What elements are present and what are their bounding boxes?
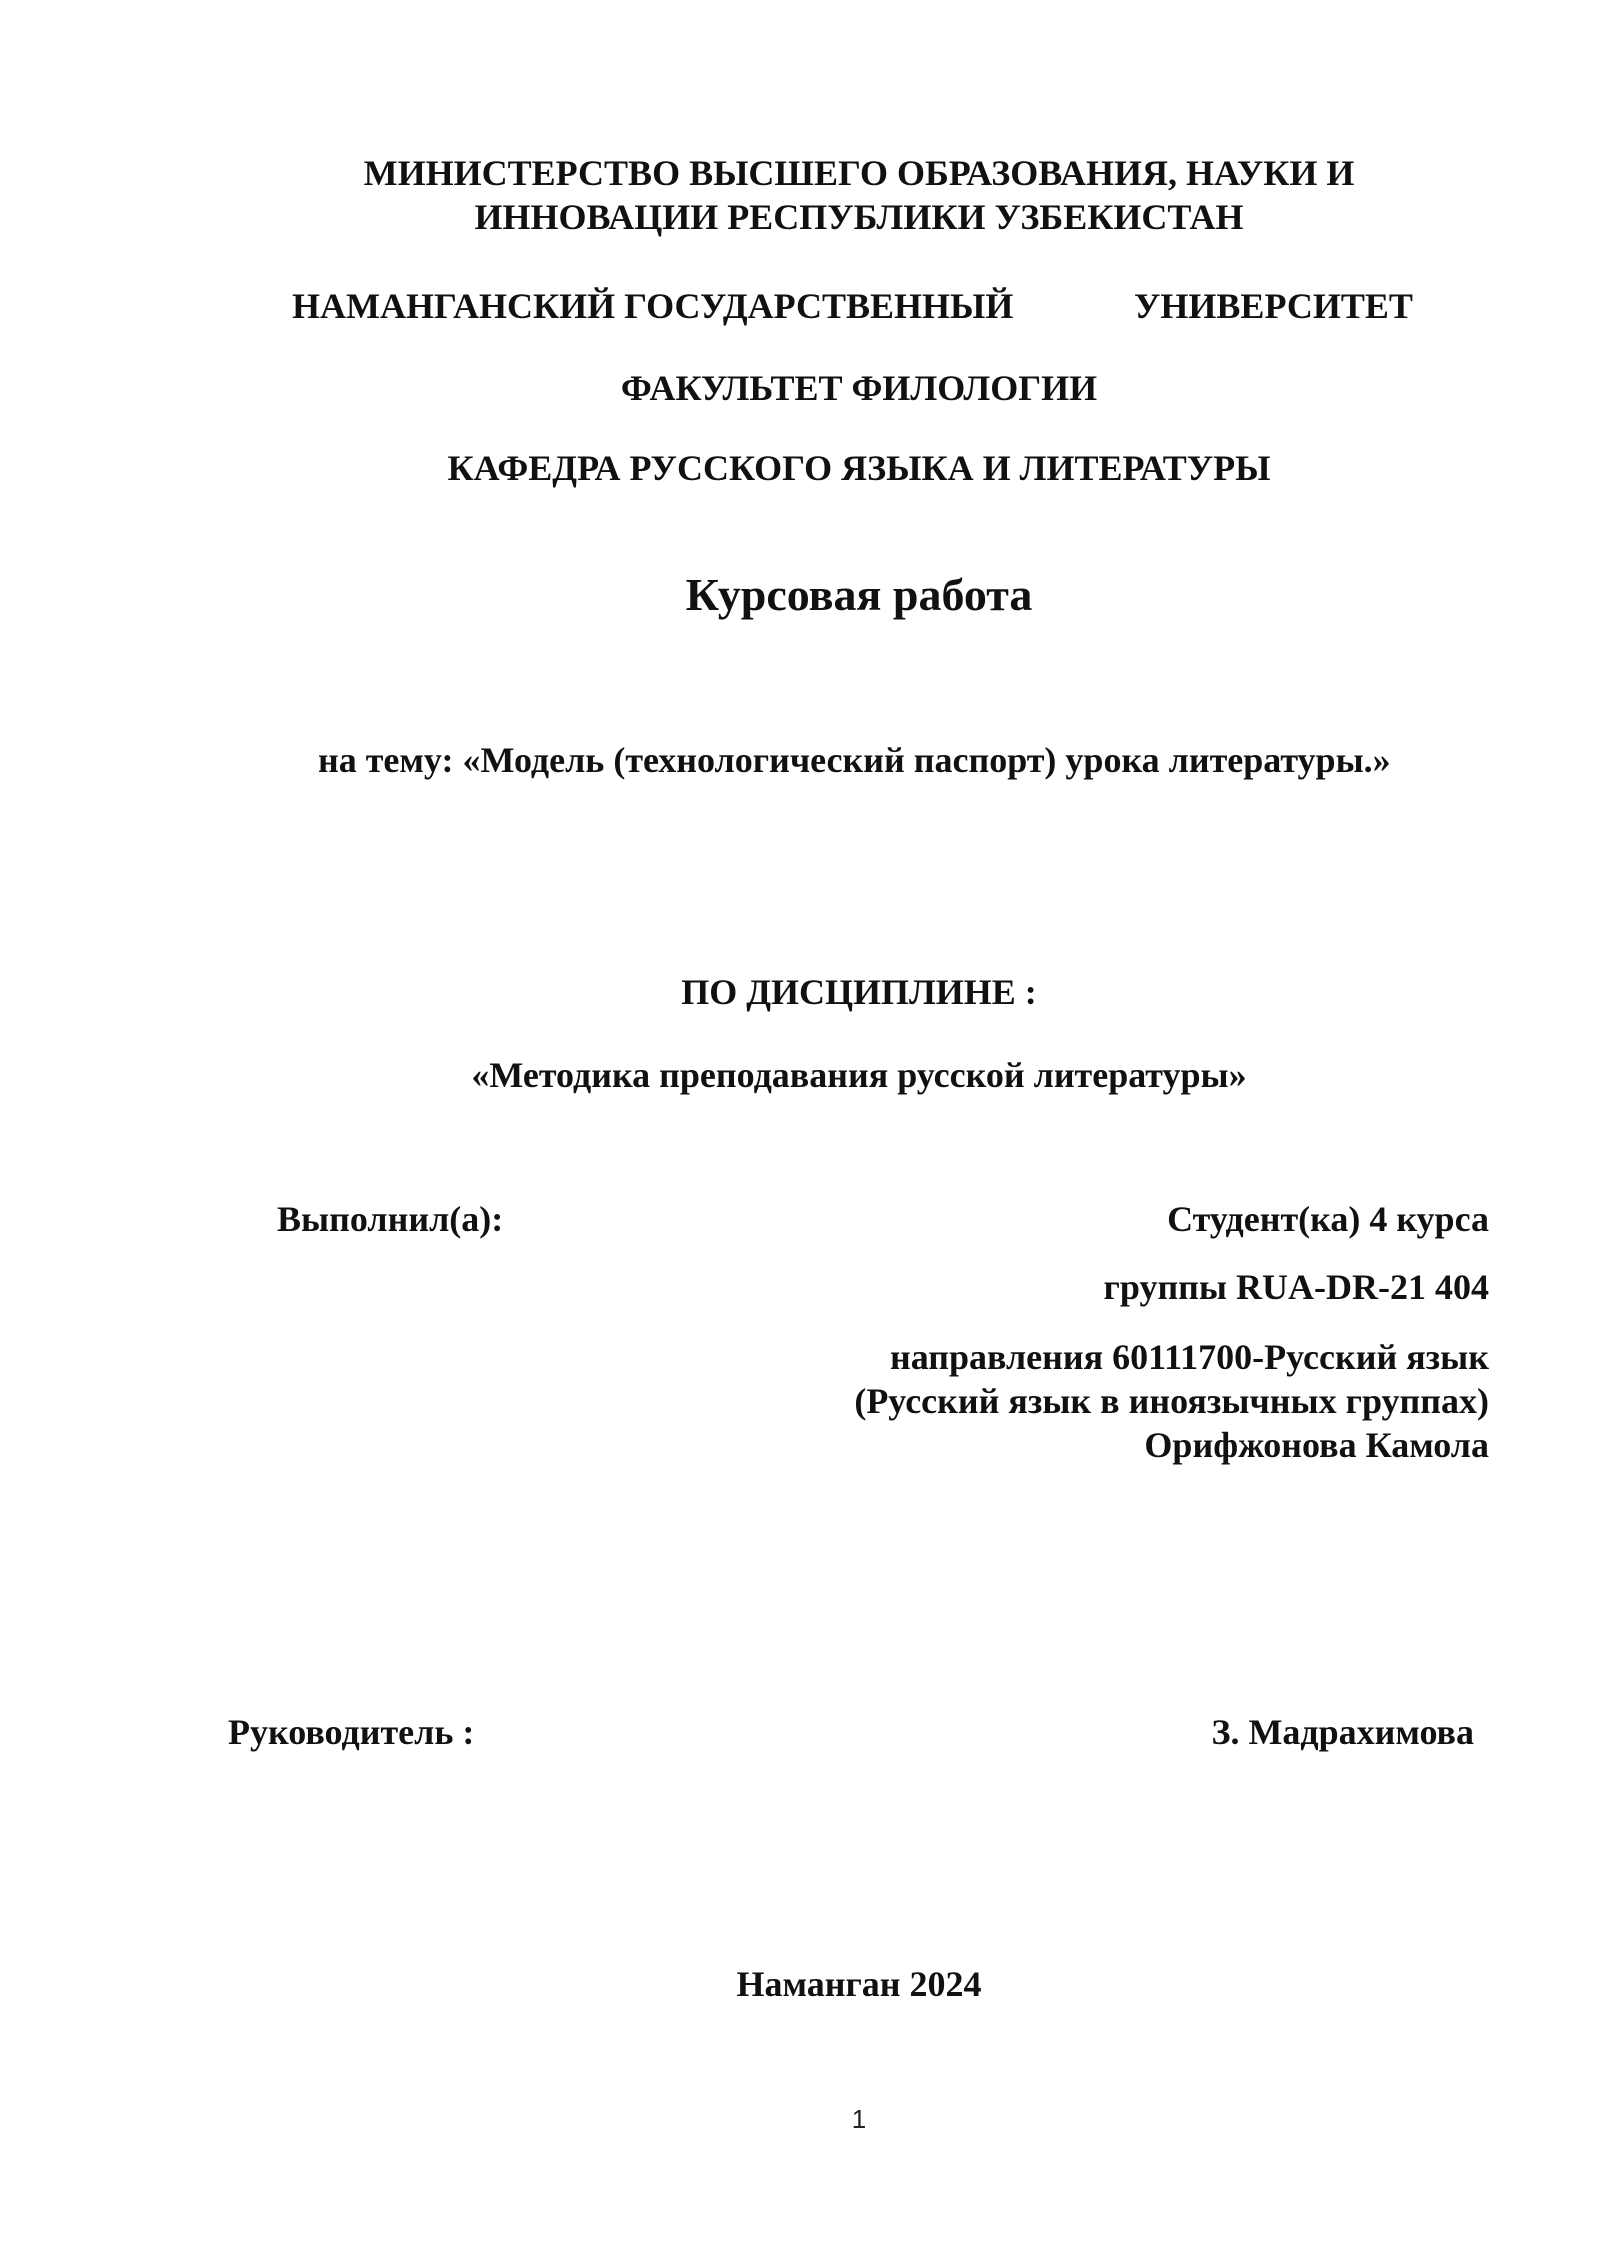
work-type-title: Курсовая работа xyxy=(685,569,1033,620)
discipline-label: ПО ДИСЦИПЛИНЕ : xyxy=(681,972,1037,1012)
discipline-name: «Методика преподавания русской литературы» xyxy=(471,1055,1247,1095)
ministry-line-2: ИННОВАЦИИ РЕСПУБЛИКИ УЗБЕКИСТАН xyxy=(474,197,1244,237)
author-direction-detail: (Русский язык в иноязычных группах) xyxy=(854,1381,1489,1421)
author-group: группы RUA-DR-21 404 xyxy=(1103,1267,1489,1307)
author-label: Выполнил(а): xyxy=(277,1199,504,1239)
faculty-name: ФАКУЛЬТЕТ ФИЛОЛОГИИ xyxy=(620,368,1098,408)
supervisor-name: З. Мадрахимова xyxy=(1211,1712,1474,1752)
author-direction: направления 60111700-Русский язык xyxy=(889,1337,1489,1377)
page-number: 1 xyxy=(851,2104,867,2134)
author-course: Студент(ка) 4 курса xyxy=(1167,1199,1489,1239)
work-topic: на тему: «Модель (технологический паспорт) урока литературы.» xyxy=(318,740,1391,780)
ministry-line-1: МИНИСТЕРСТВО ВЫСШЕГО ОБРАЗОВАНИЯ, НАУКИ И xyxy=(363,153,1355,193)
university-name-part-1: НАМАНГАНСКИЙ ГОСУДАРСТВЕННЫЙ xyxy=(292,286,1014,326)
city-year: Наманган 2024 xyxy=(736,1964,982,2004)
supervisor-label: Руководитель : xyxy=(228,1712,475,1752)
university-name-part-2: УНИВЕРСИТЕТ xyxy=(1134,286,1413,326)
department-name: КАФЕДРА РУССКОГО ЯЗЫКА И ЛИТЕРАТУРЫ xyxy=(447,448,1271,488)
author-name: Орифжонова Камола xyxy=(1144,1425,1489,1465)
